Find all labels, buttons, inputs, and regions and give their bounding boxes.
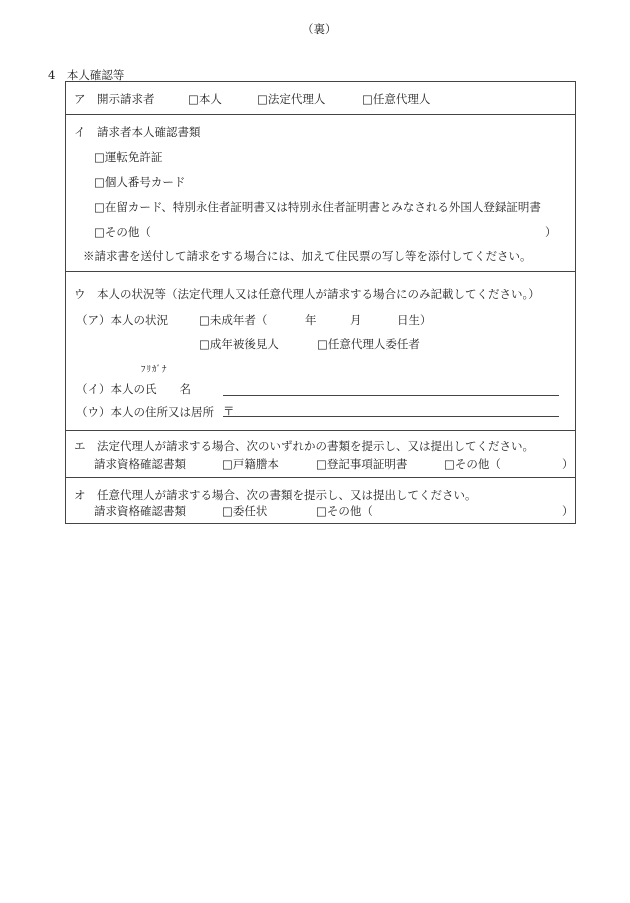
address-label: （ウ）本人の住所又は居所 [76,405,214,419]
drivers-license-checkbox[interactable]: □運転免許証 [94,150,163,164]
other-voluntary-doc-checkbox[interactable]: □その他（ [316,504,373,518]
mail-note: ※請求書を送付して請求をする場合には、加えて住民票の写し等を添付してください。 [83,249,532,263]
divider [66,271,575,272]
power-of-attorney-checkbox[interactable]: □委任状 [222,504,268,518]
other-legal-doc-checkbox[interactable]: □その他（ [444,457,501,471]
principal-status-label: ウ 本人の状況等（法定代理人又は任意代理人が請求する場合にのみ記載してください。） [74,287,540,301]
birth-month-label: 月 [350,313,362,327]
name-input-line[interactable] [223,395,559,396]
requester-legal-agent-checkbox[interactable]: □法定代理人 [257,92,326,106]
family-register-checkbox[interactable]: □戸籍謄本 [222,457,279,471]
other-id-checkbox[interactable]: □その他（ [94,225,151,239]
divider [66,477,575,478]
eligibility-docs-label: 請求資格確認書類 [94,457,186,471]
requester-voluntary-agent-checkbox[interactable]: □任意代理人 [362,92,431,106]
furigana-label: ﾌﾘｶﾞﾅ [141,365,168,375]
requester-label: ア 開示請求者 [74,92,155,106]
id-docs-label: イ 請求者本人確認書類 [74,125,201,139]
adult-ward-checkbox[interactable]: □成年被後見人 [199,337,279,351]
section-title: 4 本人確認等 [48,68,125,82]
principal-checkbox[interactable]: □任意代理人委任者 [317,337,420,351]
requester-self-checkbox[interactable]: □本人 [188,92,222,106]
divider [66,430,575,431]
address-input-line[interactable] [223,416,559,417]
birth-year-label: 年 [305,313,317,327]
status-label: （ア）本人の状況 [76,313,168,327]
my-number-card-checkbox[interactable]: □個人番号カード [94,175,186,189]
other-voluntary-doc-close: ） [562,504,574,518]
other-legal-doc-close: ） [562,457,574,471]
birth-day-label: 日生） [397,313,432,327]
registry-certificate-checkbox[interactable]: □登記事項証明書 [316,457,408,471]
legal-agent-docs-label: エ 法定代理人が請求する場合、次のいずれかの書類を提示し、又は提出してください。 [74,439,534,453]
minor-checkbox[interactable]: □未成年者（ [199,313,268,327]
eligibility-docs-label: 請求資格確認書類 [94,504,186,518]
identity-confirmation-box [65,81,576,524]
divider [66,114,575,115]
residence-card-checkbox[interactable]: □在留カード、特別永住者証明書又は特別永住者証明書とみなされる外国人登録証明書 [94,200,541,214]
name-label: （イ）本人の氏 名 [76,382,191,396]
page-header: （裏） [302,22,337,36]
postal-mark: 〒 [223,404,235,418]
voluntary-agent-docs-label: オ 任意代理人が請求する場合、次の書類を提示し、又は提出してください。 [74,488,477,502]
other-id-close: ） [545,225,557,239]
